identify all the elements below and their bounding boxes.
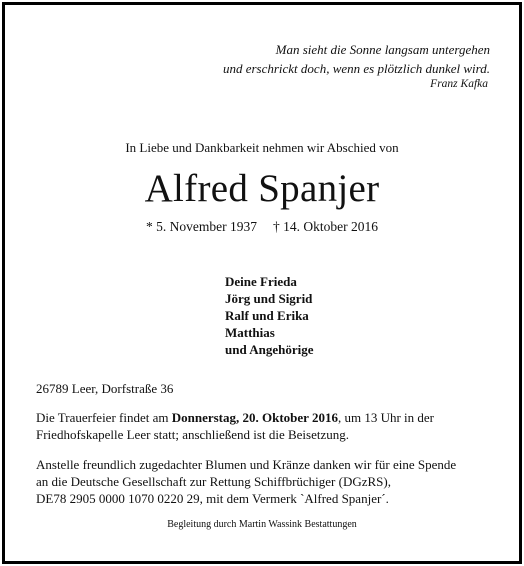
quote bbox=[223, 40, 490, 78]
quote-author: Franz Kafka bbox=[430, 78, 488, 90]
mourner: Deine Frieda bbox=[225, 274, 297, 289]
ceremony-notice bbox=[36, 409, 496, 443]
donation-notice bbox=[36, 456, 496, 507]
donation-line-1: Anstelle freundlich zugedachter Blumen und Kränze danken wir für eine Spende bbox=[36, 457, 457, 472]
donation-line-3: DE78 2905 0000 1070 0220 29, mit dem Vermerk `Alfred Spanjer´. bbox=[36, 491, 389, 506]
quote-line-2: und erschrickt doch, wenn es plötzlich dunkel wird. bbox=[222, 61, 490, 76]
mourner: Ralf und Erika bbox=[225, 308, 309, 323]
donation-line-2: an die Deutsche Gesellschaft zur Rettung Schiffbrüchiger (DGzRS), bbox=[36, 474, 391, 489]
life-dates bbox=[0, 219, 524, 235]
birth-date: * 5. November 1937 bbox=[146, 219, 257, 234]
ceremony-date: Donnerstag, 20. Oktober 2016 bbox=[171, 410, 338, 425]
mourner: Jörg und Sigrid bbox=[225, 291, 313, 306]
ceremony-suffix: , um 13 Uhr in der Friedhofskapelle Leer statt; anschließend ist die Beisetzung. bbox=[36, 410, 435, 442]
mourner: Matthias bbox=[225, 325, 275, 340]
intro-text: In Liebe und Dankbarkeit nehmen wir Abschied von bbox=[125, 140, 399, 155]
deceased-name: Alfred Spanjer bbox=[144, 167, 380, 210]
ceremony-prefix: Die Trauerfeier findet am bbox=[36, 410, 172, 425]
quote-line-1: Man sieht die Sonne langsam untergehen bbox=[275, 42, 490, 57]
mourners-list bbox=[225, 273, 314, 358]
undertaker-credit: Begleitung durch Martin Wassink Bestattungen bbox=[167, 519, 357, 530]
mourner: und Angehörige bbox=[225, 342, 314, 357]
death-date: † 14. Oktober 2016 bbox=[272, 219, 378, 234]
address: 26789 Leer, Dorfstraße 36 bbox=[36, 381, 174, 396]
